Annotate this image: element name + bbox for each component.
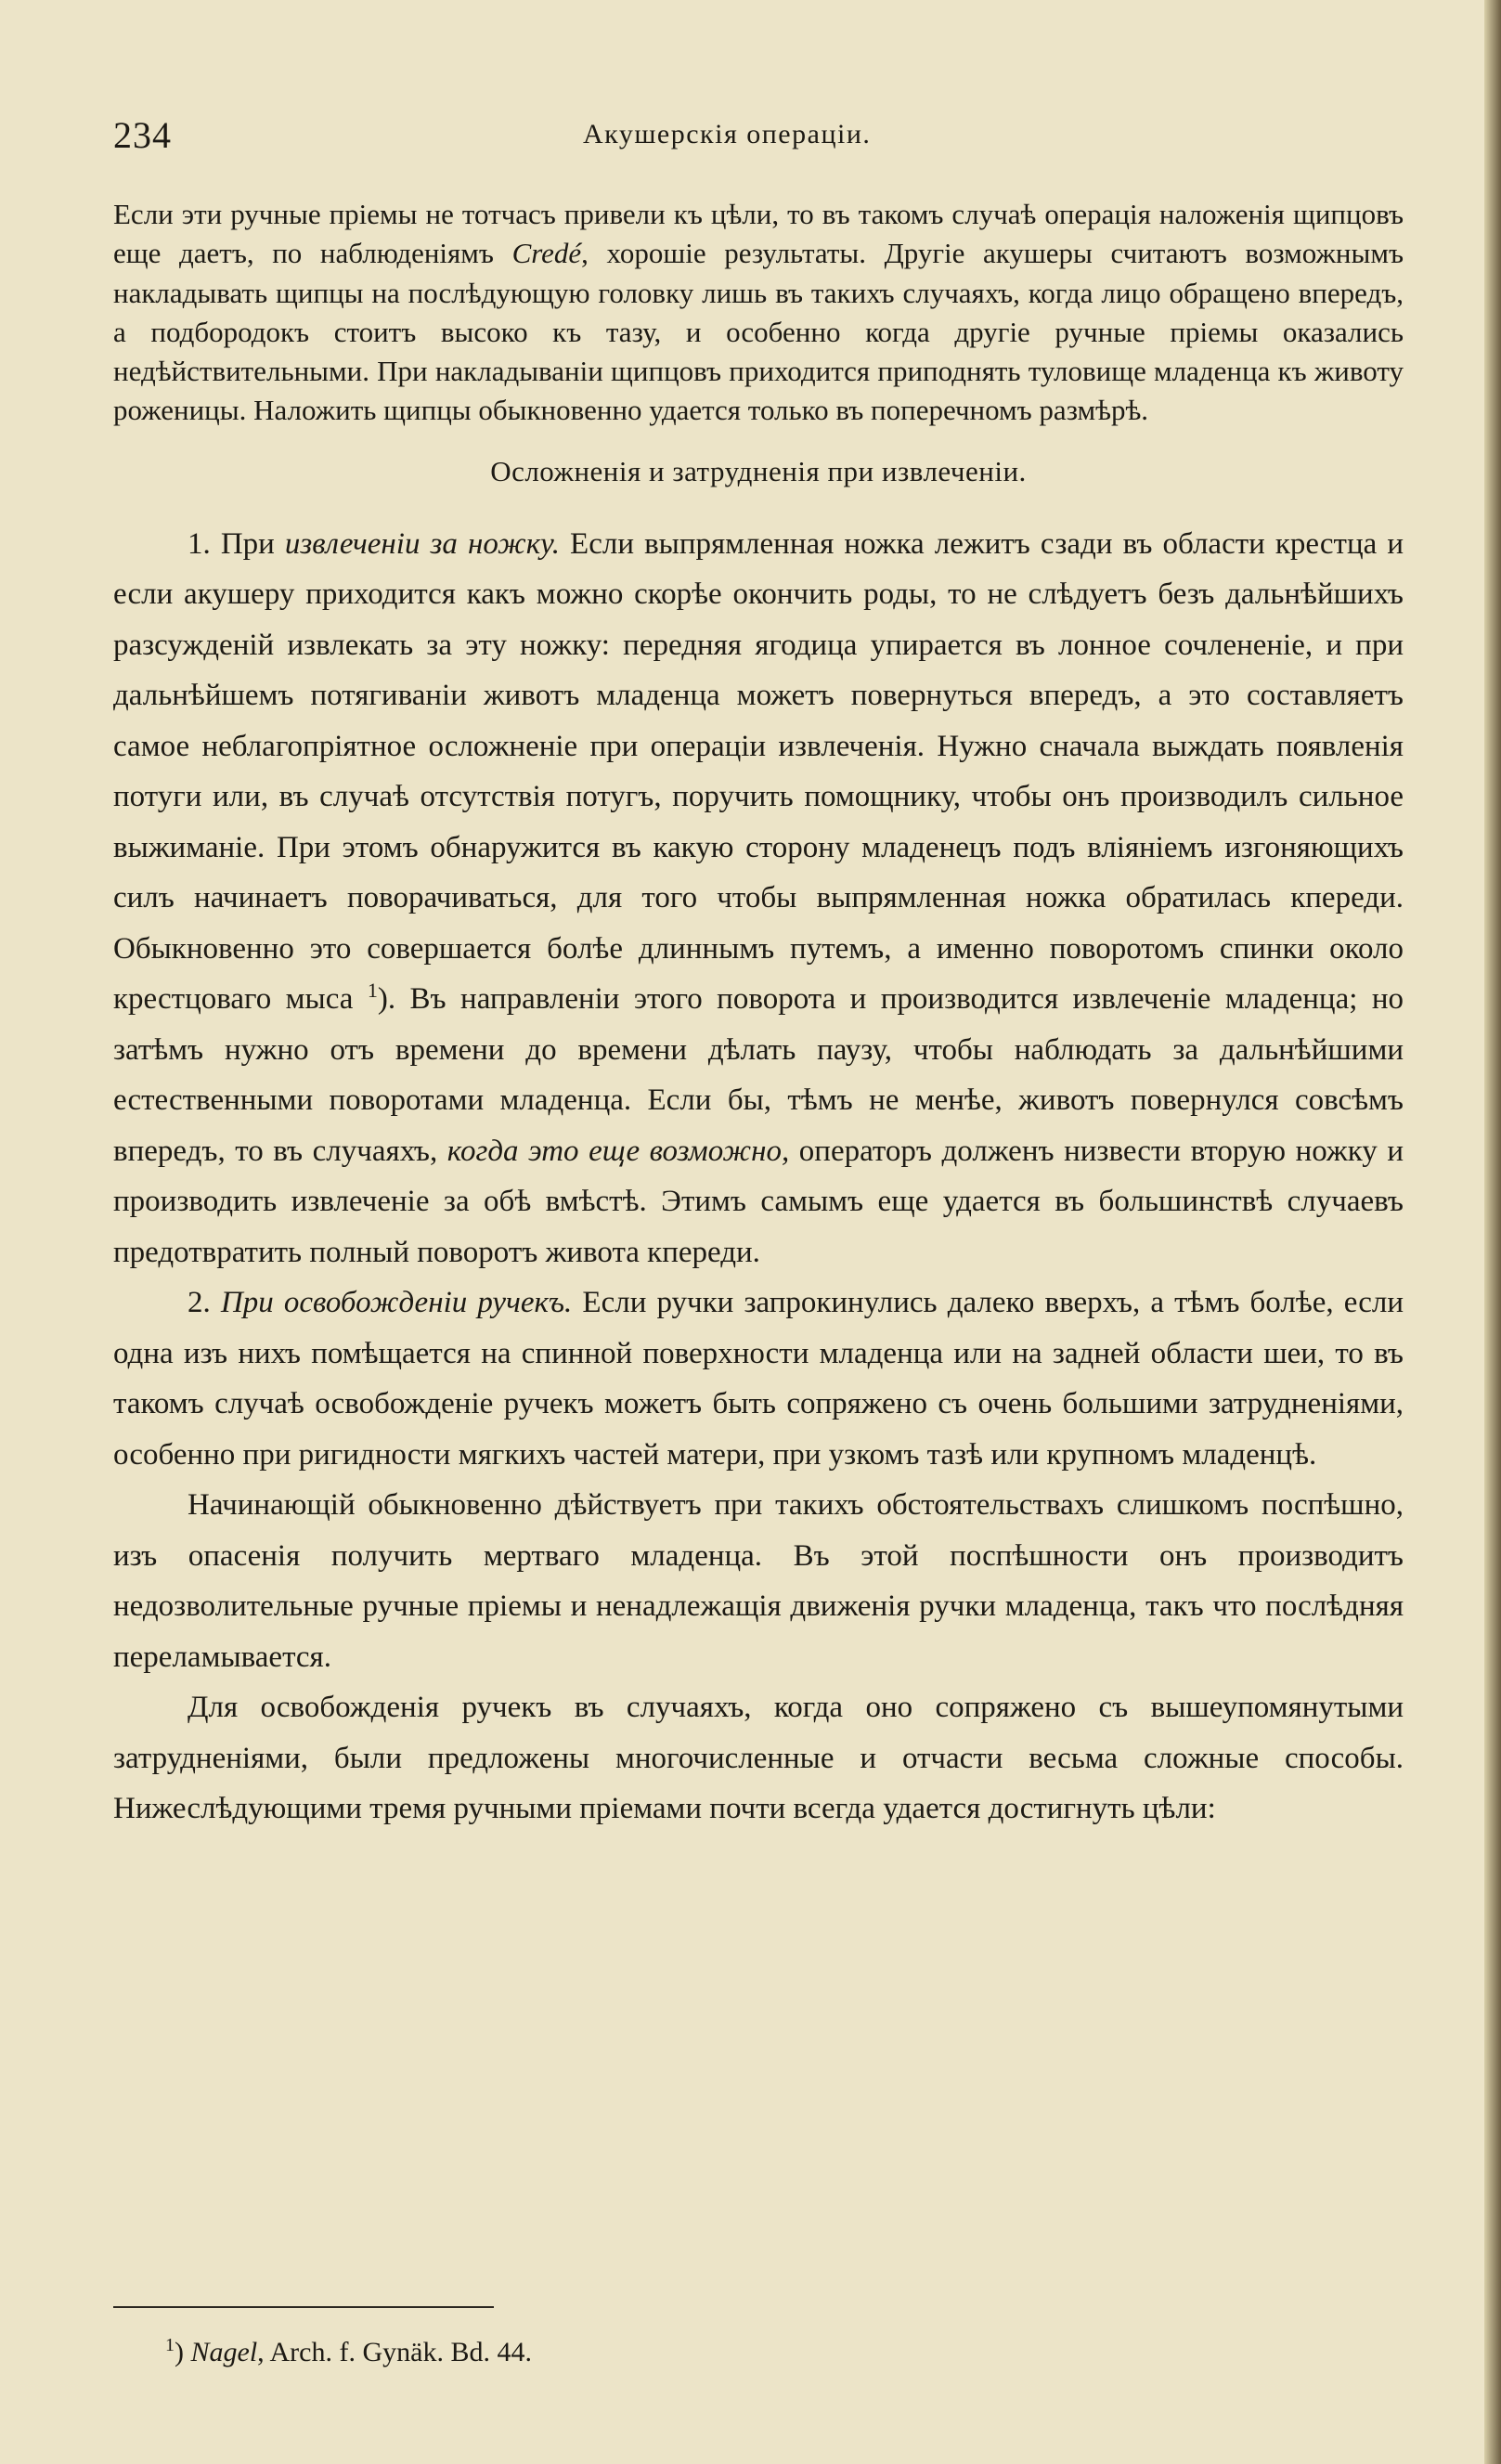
item2-number: 2. xyxy=(188,1286,221,1320)
paragraph-3: Начинающій обыкновенно дѣйствуетъ при такихъ обстоятельствахъ слишкомъ поспѣшно, изъ опасенія получить мертваго младенца. Въ этой поспѣшности онъ производитъ недозволительные ручные пріемы и ненадлежащія движенія ручки младенца, такъ что послѣдняя переламывается. xyxy=(113,1488,1404,1674)
paragraph-item-1 xyxy=(113,519,1404,1278)
footnote-marker: 1 xyxy=(165,2335,175,2355)
intro-text-2: , хорошіе результаты. Другіе акушеры считаютъ возможнымъ накладывать щипцы на послѣдующую головку лишь въ такихъ случаяхъ, когда лицо обращено впередъ, а подбородокъ стоитъ высоко къ тазу, и особенно когда другіе ручные пріемы оказались недѣйствительными. При накладываніи щипцовъ приходится приподнять туловище младенца къ животу роженицы. Наложить щипцы обыкновенно удается только въ поперечномъ размѣрѣ. xyxy=(113,237,1404,427)
intro-paragraph xyxy=(113,195,1404,431)
page-edge-shadow xyxy=(1484,0,1501,2464)
footnote-reference: 1 xyxy=(367,979,378,1003)
running-head xyxy=(110,113,1409,169)
intro-text-1: Если эти ручные пріемы не тотчасъ привели къ цѣли, то въ такомъ случаѣ операція наложенія щипцовъ еще даетъ, по наблюденіямъ xyxy=(113,198,1404,270)
paragraph-item-2 xyxy=(113,1277,1404,1480)
item1-emphasis: когда это еще возможно, xyxy=(446,1134,790,1168)
item1-text-a: Если выпрямленная ножка лежитъ сзади въ области крестца и если акушеру приходится какъ можно скорѣе окончить роды, то не слѣдуетъ безъ дальнѣйшихъ разсужденій извлекать за эту ножку: передняя ягодица упирается въ лонное сочлененіе, и при дальнѣйшемъ потягиваніи животъ младенца можетъ повернуться впередъ, а это составляетъ самое неблагопріятное осложненіе при операціи извлеченія. Нужно сначала выждать появленія потуги или, въ случаѣ отсутствія потугъ, поручить помощнику, чтобы онъ производилъ сильное выжиманіе. При этомъ обнаружится въ какую сторону младенецъ подъ вліяніемъ изгоняющихъ силъ начинаетъ поворачиваться, для того чтобы выпрямленная ножка обратилась кпереди. Обыкновенно это совершается болѣе длиннымъ путемъ, а именно поворотомъ спинки около крестцоваго мыса xyxy=(113,526,1404,1017)
item1-text-b: ). Въ направленіи этого поворота и производится извлеченіе младенца; но затѣмъ нужно отъ времени до времени дѣлать паузу, чтобы наблюдать за дальнѣйшими естественными поворотами младенца. Если бы, тѣмъ не менѣе, животъ повернулся совсѣмъ впередъ, то въ случаяхъ, xyxy=(113,982,1404,1168)
page-number: 234 xyxy=(113,114,172,156)
section-heading: Осложненія и затрудненія при извлеченіи. xyxy=(490,454,1027,487)
author-credé: Credé xyxy=(511,237,582,270)
item1-number: 1. При xyxy=(188,526,285,561)
running-title: Акушерскія операціи. xyxy=(583,119,872,149)
footnote-divider xyxy=(113,2306,494,2308)
item1-text-c: операторъ долженъ низвести вторую ножку и производить извлеченіе за обѣ вмѣстѣ. Этимъ самымъ еще удается въ большинствѣ случаевъ предотвратить полный поворотъ живота кпереди. xyxy=(113,1134,1404,1269)
item2-title: При освобожденіи ручекъ. xyxy=(220,1286,573,1320)
footnote-text: , Arch. f. Gynäk. Bd. 44. xyxy=(257,2337,532,2367)
footnote: $^1$) Nagel, Arch. f. Gynäk. Bd. 44. xyxy=(165,2335,532,2367)
body-text xyxy=(113,195,1404,1835)
paragraph-4: Для освобожденія ручекъ въ случаяхъ, когда оно сопряжено съ вышеупомянутыми затрудненіями, были предложены многочисленные и отчасти весьма сложные способы. Нижеслѣдующими тремя ручными пріемами почти всегда удается достигнуть цѣли: xyxy=(113,1691,1404,1826)
footnote-author: Nagel xyxy=(190,2337,258,2367)
item1-title: извлеченіи за ножку. xyxy=(284,526,560,561)
item2-text: Если ручки запрокинулись далеко вверхъ, а тѣмъ болѣе, если одна изъ нихъ помѣщается на спинной поверхности младенца или на задней области шеи, то въ такомъ случаѣ освобожденіе ручекъ можетъ быть сопряжено съ очень большими затрудненіями, особенно при ригидности мягкихъ частей матери, при узкомъ тазѣ или крупномъ младенцѣ. xyxy=(113,1286,1404,1472)
